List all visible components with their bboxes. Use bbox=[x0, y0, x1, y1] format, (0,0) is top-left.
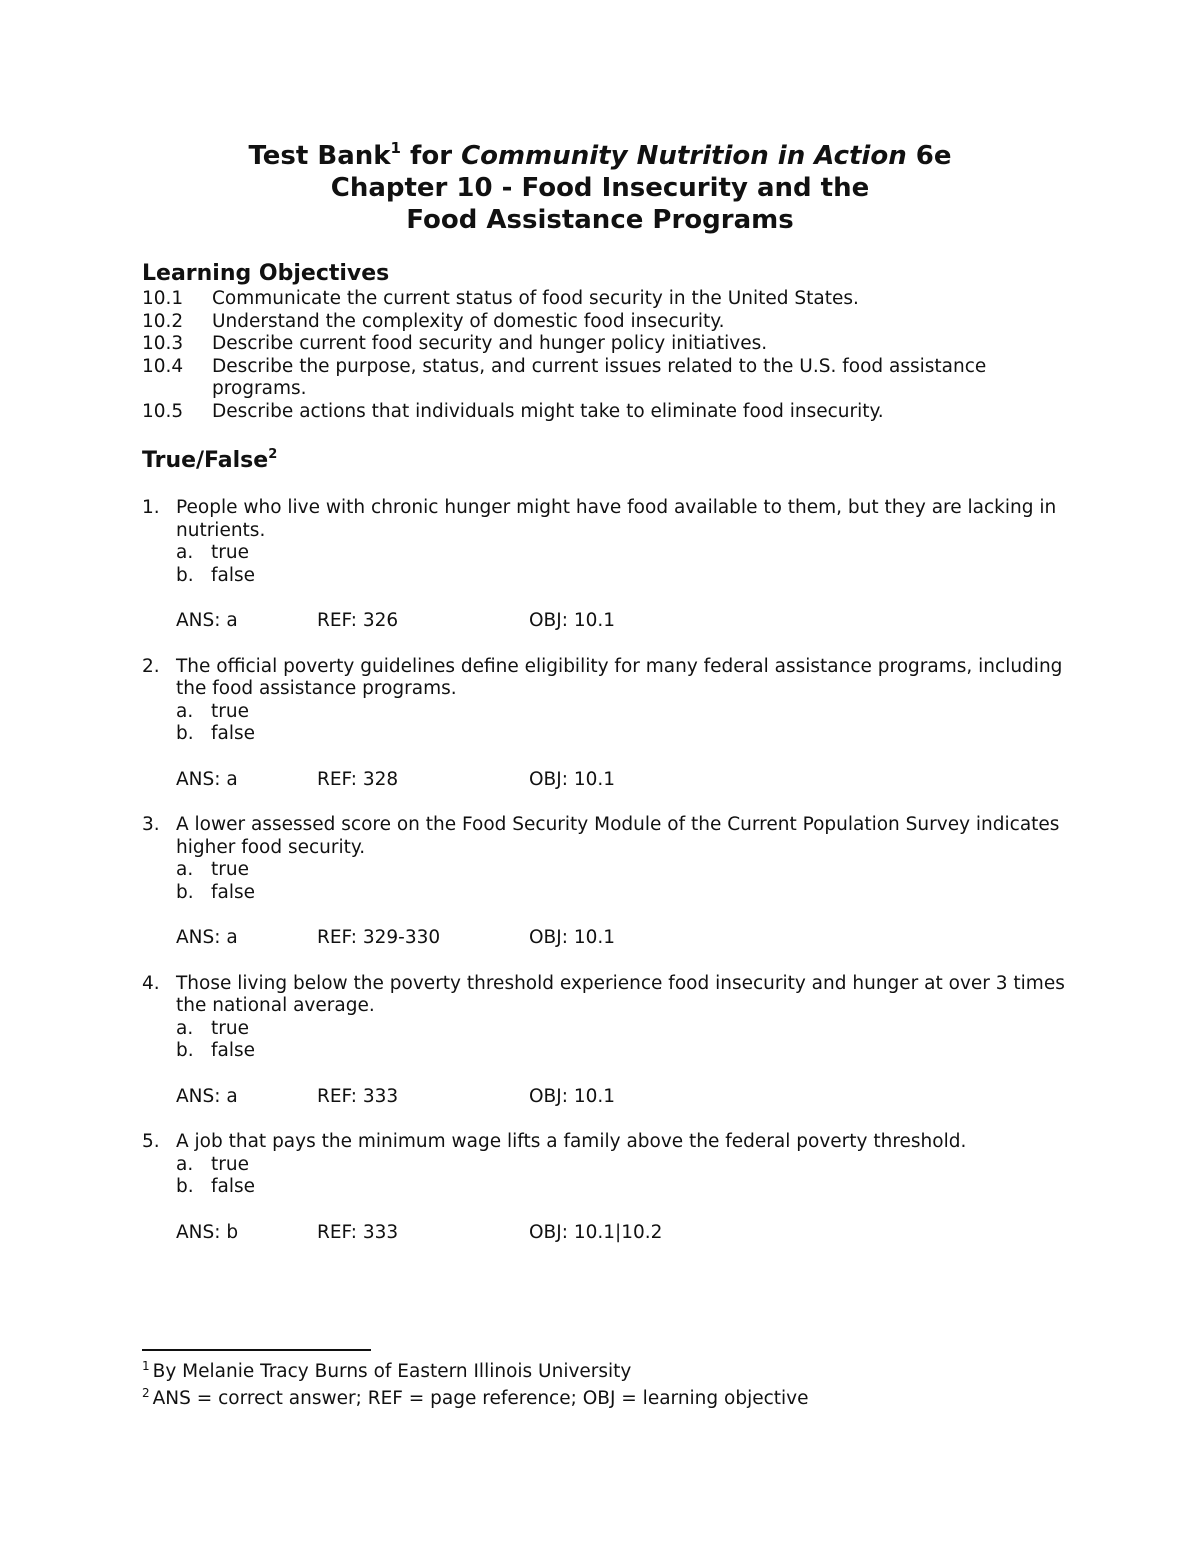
option-text: false bbox=[211, 564, 256, 586]
question-body bbox=[176, 973, 1072, 1109]
objective-item bbox=[142, 401, 1062, 424]
question-text: People who live with chronic hunger might have food available to them, but they are lacking in nutrients. bbox=[176, 497, 1057, 541]
option-text: false bbox=[211, 1176, 256, 1198]
answer-option bbox=[176, 1176, 1072, 1199]
option-letter: a. bbox=[176, 542, 194, 564]
answer-value: ANS: a bbox=[176, 1085, 238, 1107]
objective-text: Understand the complexity of domestic food insecurity. bbox=[212, 310, 725, 332]
book-title: Community Nutrition in Action bbox=[461, 141, 907, 171]
question-text: A lower assessed score on the Food Security Module of the Current Population Survey indicates higher food security. bbox=[176, 814, 1060, 858]
title-text: Test Bank bbox=[248, 141, 391, 171]
footnote-ref-2: 2 bbox=[268, 447, 278, 462]
objective-number: 10.3 bbox=[142, 333, 184, 355]
option-text: true bbox=[211, 1153, 249, 1175]
page-reference: REF: 326 bbox=[317, 609, 399, 631]
footnotes bbox=[142, 1358, 1042, 1412]
objective-item bbox=[142, 288, 1062, 311]
title-line-1 bbox=[0, 140, 1200, 172]
question-list bbox=[142, 497, 1072, 1244]
option-text: false bbox=[211, 723, 256, 745]
true-false-heading-text: True/False bbox=[142, 448, 269, 473]
objective-text: Describe actions that individuals might take to eliminate food insecurity. bbox=[212, 400, 884, 422]
edition-text: 6e bbox=[906, 141, 952, 171]
answer-option bbox=[176, 542, 1072, 565]
true-false-heading bbox=[142, 447, 277, 475]
page-reference: REF: 328 bbox=[317, 768, 399, 790]
objective-text: Communicate the current status of food security in the United States. bbox=[212, 288, 859, 309]
answer-key-row bbox=[176, 927, 1072, 950]
objective-reference: OBJ: 10.1 bbox=[529, 609, 616, 631]
answer-option bbox=[176, 1154, 1072, 1177]
answer-option bbox=[176, 723, 1072, 746]
option-letter: b. bbox=[176, 1176, 194, 1198]
answer-key-row bbox=[176, 769, 1072, 792]
answer-option bbox=[176, 859, 1072, 882]
option-letter: a. bbox=[176, 859, 194, 881]
objective-number: 10.1 bbox=[142, 288, 184, 309]
option-letter: b. bbox=[176, 881, 194, 903]
question-text: A job that pays the minimum wage lifts a family above the federal poverty threshold. bbox=[176, 1131, 967, 1153]
footnote-separator bbox=[142, 1349, 371, 1351]
footnote-1 bbox=[142, 1358, 1042, 1385]
answer-key-row bbox=[176, 1222, 1072, 1245]
objective-text: Describe current food security and hunger policy initiatives. bbox=[212, 333, 768, 355]
objective-number: 10.2 bbox=[142, 310, 184, 332]
option-text: true bbox=[211, 542, 249, 564]
option-letter: a. bbox=[176, 1153, 194, 1175]
question-number: 3. bbox=[142, 814, 160, 836]
answer-option bbox=[176, 1018, 1072, 1041]
question-text: Those living below the poverty threshold experience food insecurity and hunger at over 3 times the national average. bbox=[176, 972, 1065, 1017]
objective-text: Describe the purpose, status, and current issues related to the U.S. food assistance programs. bbox=[212, 355, 987, 400]
answer-option bbox=[176, 1040, 1072, 1063]
question-body bbox=[176, 1131, 1072, 1244]
option-text: true bbox=[211, 859, 249, 881]
question-body bbox=[176, 656, 1072, 792]
option-letter: a. bbox=[176, 1017, 194, 1039]
option-text: false bbox=[211, 1040, 256, 1062]
footnote-mark: 2 bbox=[142, 1386, 150, 1400]
footnote-2 bbox=[142, 1385, 1042, 1412]
answer-option bbox=[176, 565, 1072, 588]
objective-reference: OBJ: 10.1|10.2 bbox=[529, 1221, 663, 1243]
question-number: 5. bbox=[142, 1131, 160, 1153]
question-body bbox=[176, 814, 1072, 950]
question-body bbox=[176, 497, 1072, 633]
option-text: true bbox=[211, 700, 249, 722]
title-line-2: Chapter 10 - Food Insecurity and the bbox=[330, 173, 870, 203]
objective-item bbox=[142, 356, 1062, 401]
option-letter: b. bbox=[176, 723, 194, 745]
question-number: 2. bbox=[142, 655, 160, 677]
answer-option bbox=[176, 882, 1072, 905]
footnote-ref-1: 1 bbox=[390, 139, 401, 157]
answer-value: ANS: a bbox=[176, 927, 238, 949]
footnote-text: By Melanie Tracy Burns of Eastern Illinois University bbox=[152, 1361, 632, 1382]
objective-item bbox=[142, 333, 1062, 356]
page-reference: REF: 333 bbox=[317, 1221, 399, 1243]
answer-option bbox=[176, 701, 1072, 724]
option-letter: a. bbox=[176, 700, 194, 722]
learning-objectives-heading: Learning Objectives bbox=[142, 261, 390, 286]
question-number: 1. bbox=[142, 497, 160, 518]
option-letter: b. bbox=[176, 1040, 194, 1062]
footnote-text: ANS = correct answer; REF = page reference; OBJ = learning objective bbox=[152, 1388, 809, 1409]
footnote-mark: 1 bbox=[142, 1359, 150, 1373]
answer-value: ANS: b bbox=[176, 1221, 239, 1243]
title-line-3: Food Assistance Programs bbox=[406, 205, 794, 235]
question-item bbox=[142, 1131, 1072, 1244]
option-text: true bbox=[211, 1017, 249, 1039]
objective-reference: OBJ: 10.1 bbox=[529, 768, 616, 790]
answer-key-row bbox=[176, 610, 1072, 633]
option-text: false bbox=[211, 881, 256, 903]
objective-number: 10.5 bbox=[142, 400, 184, 422]
objective-reference: OBJ: 10.1 bbox=[529, 927, 616, 949]
learning-objectives-list bbox=[142, 288, 1062, 424]
answer-value: ANS: a bbox=[176, 768, 238, 790]
question-item bbox=[142, 973, 1072, 1109]
title-text: for bbox=[400, 141, 462, 171]
option-letter: b. bbox=[176, 564, 194, 586]
objective-item bbox=[142, 311, 1062, 334]
question-text: The official poverty guidelines define eligibility for many federal assistance programs, including the food assistance programs. bbox=[176, 655, 1063, 700]
page-reference: REF: 333 bbox=[317, 1085, 399, 1107]
question-item bbox=[142, 497, 1072, 633]
answer-key-row bbox=[176, 1086, 1072, 1109]
question-number: 4. bbox=[142, 972, 160, 994]
answer-value: ANS: a bbox=[176, 609, 238, 631]
objective-number: 10.4 bbox=[142, 355, 184, 377]
question-item bbox=[142, 814, 1072, 950]
question-item bbox=[142, 656, 1072, 792]
objective-reference: OBJ: 10.1 bbox=[529, 1085, 616, 1107]
page-reference: REF: 329-330 bbox=[317, 927, 441, 949]
document-title bbox=[0, 140, 1200, 236]
